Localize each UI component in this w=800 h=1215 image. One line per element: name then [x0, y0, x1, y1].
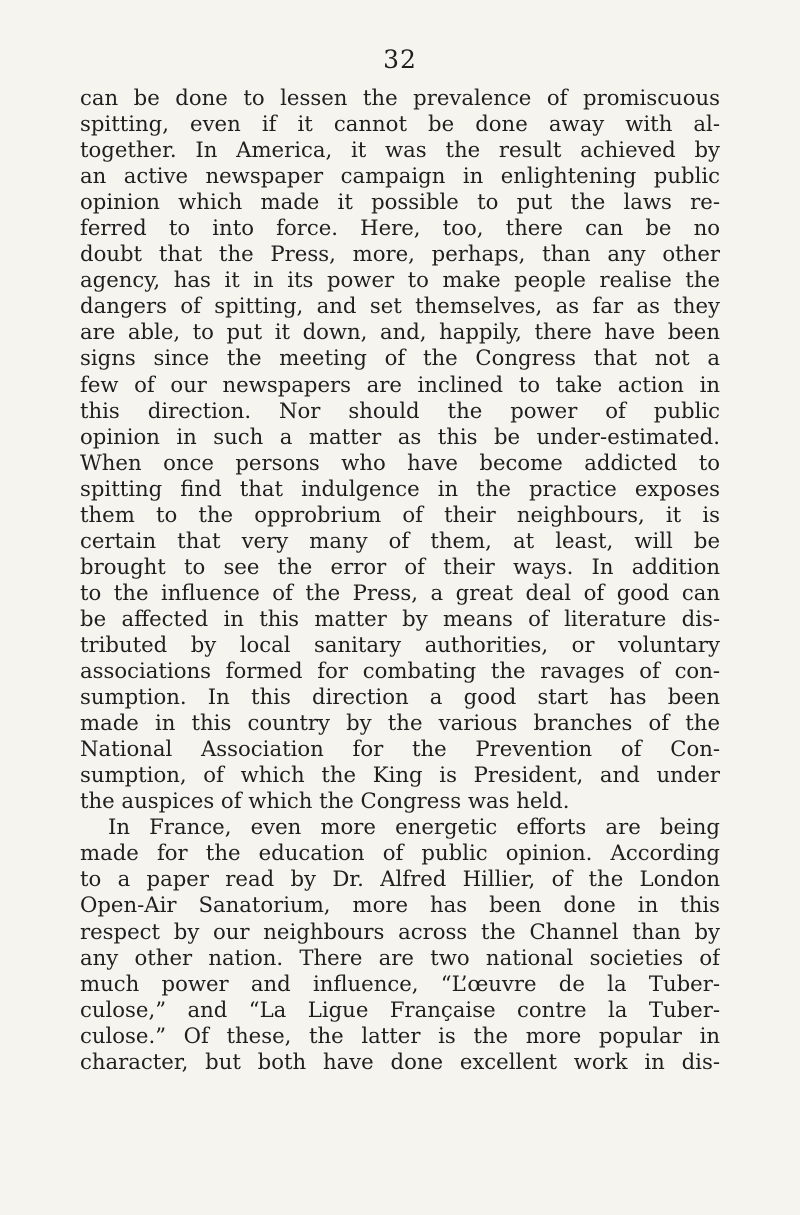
text-line: them to the opprobrium of their neighbours, it is	[80, 501, 720, 527]
text-line: respect by our neighbours across the Channel than by	[80, 918, 720, 944]
text-line: In France, even more energetic efforts are being	[108, 814, 720, 840]
text-line: few of our newspapers are inclined to take action in	[80, 371, 720, 397]
text-line: this direction. Nor should the power of public	[80, 397, 720, 423]
text-line: doubt that the Press, more, perhaps, than any other	[80, 241, 720, 267]
text-line: opinion which made it possible to put the laws re-	[80, 189, 720, 215]
text-line: National Association for the Prevention of Con-	[80, 736, 720, 762]
text-line: certain that very many of them, at least, will be	[80, 527, 720, 553]
text-line: Open-Air Sanatorium, more has been done in this	[80, 892, 720, 918]
text-line: are able, to put it down, and, happily, there have been	[80, 319, 720, 345]
text-line: spitting, even if it cannot be done away with al-	[80, 111, 720, 137]
text-line: to the influence of the Press, a great deal of good can	[80, 579, 720, 605]
body-text	[80, 85, 720, 1075]
text-line: any other nation. There are two national societies of	[80, 944, 720, 970]
text-line: brought to see the error of their ways. In addition	[80, 553, 720, 579]
text-line: character, but both have done excellent work in dis-	[80, 1048, 720, 1074]
text-line: to a paper read by Dr. Alfred Hillier, of the London	[80, 866, 720, 892]
text-line: culose,” and “La Ligue Française contre la Tuber-	[80, 996, 720, 1022]
text-line: an active newspaper campaign in enlightening public	[80, 163, 720, 189]
text-line: can be done to lessen the prevalence of promiscuous	[80, 85, 720, 110]
text-line: tributed by local sanitary authorities, or voluntary	[80, 631, 720, 657]
text-line: made for the education of public opinion. According	[80, 840, 720, 866]
text-line: opinion in such a matter as this be under-estimated.	[80, 423, 720, 449]
text-line: agency, has it in its power to make people realise the	[80, 267, 720, 293]
text-line: When once persons who have become addicted to	[80, 449, 720, 475]
text-line: ferred to into force. Here, too, there can be no	[80, 215, 720, 241]
text-line: sumption. In this direction a good start has been	[80, 684, 720, 710]
text-line: sumption, of which the King is President, and under	[80, 762, 720, 788]
text-line: signs since the meeting of the Congress that not a	[80, 345, 720, 371]
text-line: made in this country by the various branches of the	[80, 710, 720, 736]
text-line: be affected in this matter by means of literature dis-	[80, 605, 720, 631]
text-line: much power and influence, “L’œuvre de la Tuber-	[80, 970, 720, 996]
text-line: together. In America, it was the result achieved by	[80, 137, 720, 163]
text-line: spitting find that indulgence in the practice exposes	[80, 475, 720, 501]
text-line: culose.” Of these, the latter is the more popular in	[80, 1022, 720, 1048]
text-line: dangers of spitting, and set themselves, as far as they	[80, 293, 720, 319]
text-line: associations formed for combating the ravages of con-	[80, 658, 720, 684]
page-number: 32	[383, 45, 417, 74]
text-line: the auspices of which the Congress was held.	[80, 788, 570, 814]
